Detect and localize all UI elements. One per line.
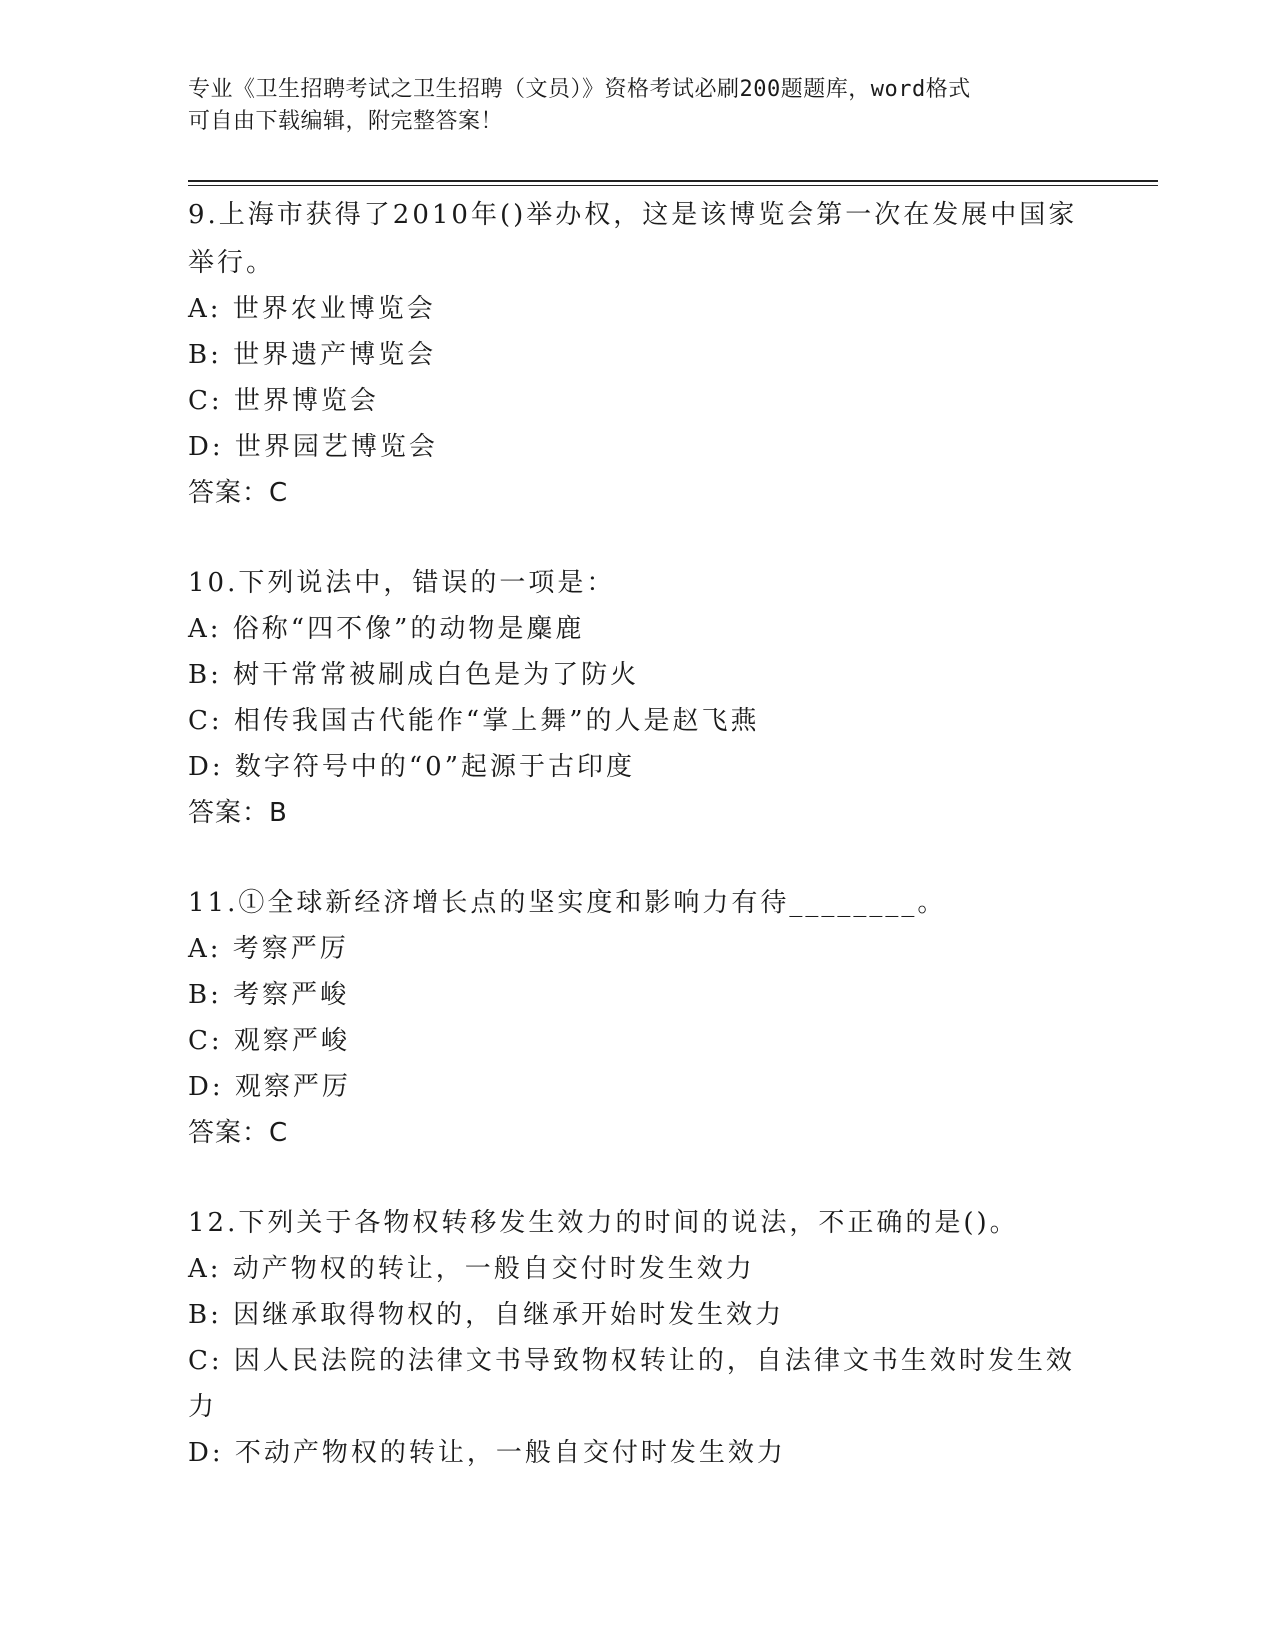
document-header <box>188 74 1088 138</box>
question-10-answer: 答案：B <box>188 798 288 828</box>
question-10-option-b: B: 树干常常被刷成白色是为了防火 <box>188 660 640 690</box>
question-9-stem-line-1: 9.上海市获得了2010年()举办权，这是该博览会第一次在发展中国家 <box>188 200 1078 230</box>
question-12-option-c: C: 因人民法院的法律文书导致物权转让的，自法律文书生效时发生效 <box>188 1346 1075 1376</box>
question-9-option-c: C: 世界博览会 <box>188 386 379 416</box>
header-title-line-2: 可自由下载编辑，附完整答案！ <box>188 109 504 134</box>
question-10-option-a: A: 俗称“四不像”的动物是麋鹿 <box>188 614 585 644</box>
question-11-option-c: C: 观察严峻 <box>188 1026 350 1056</box>
question-12-option-b: B: 因继承取得物权的，自继承开始时发生效力 <box>188 1300 785 1330</box>
question-list <box>188 190 1088 1476</box>
question-12-option-c-continued: 力 <box>188 1392 218 1422</box>
question-11-answer: 答案：C <box>188 1118 289 1148</box>
question-11-option-b: B: 考察严峻 <box>188 980 350 1010</box>
header-divider <box>188 180 1158 186</box>
spacer <box>188 1156 1088 1198</box>
header-title-line-1: 专业《卫生招聘考试之卫生招聘（文员）》资格考试必刷200题题库，word格式 <box>188 77 971 102</box>
question-10 <box>188 560 1088 836</box>
question-10-stem: 10.下列说法中，错误的一项是： <box>188 568 616 598</box>
question-9-stem-line-2: 举行。 <box>188 248 276 278</box>
question-10-option-c: C: 相传我国古代能作“掌上舞”的人是赵飞燕 <box>188 706 760 736</box>
question-9-option-a: A: 世界农业博览会 <box>188 294 436 324</box>
question-12 <box>188 1200 1088 1476</box>
spacer <box>188 516 1088 558</box>
question-9-option-d: D: 世界园艺博览会 <box>188 432 438 462</box>
question-11 <box>188 880 1088 1156</box>
question-9 <box>188 192 1088 516</box>
question-11-option-a: A: 考察严厉 <box>188 934 349 964</box>
question-12-option-a: A: 动产物权的转让，一般自交付时发生效力 <box>188 1254 755 1284</box>
question-11-stem: 11.①全球新经济增长点的坚实度和影响力有待________。 <box>188 888 947 918</box>
question-12-stem: 12.下列关于各物权转移发生效力的时间的说法，不正确的是()。 <box>188 1208 1019 1238</box>
spacer <box>188 836 1088 878</box>
question-10-option-d: D: 数字符号中的“0”起源于古印度 <box>188 752 635 782</box>
question-12-option-d: D: 不动产物权的转让，一般自交付时发生效力 <box>188 1438 786 1468</box>
question-9-answer: 答案：C <box>188 478 289 508</box>
question-11-option-d: D: 观察严厉 <box>188 1072 351 1102</box>
question-9-option-b: B: 世界遗产博览会 <box>188 340 437 370</box>
